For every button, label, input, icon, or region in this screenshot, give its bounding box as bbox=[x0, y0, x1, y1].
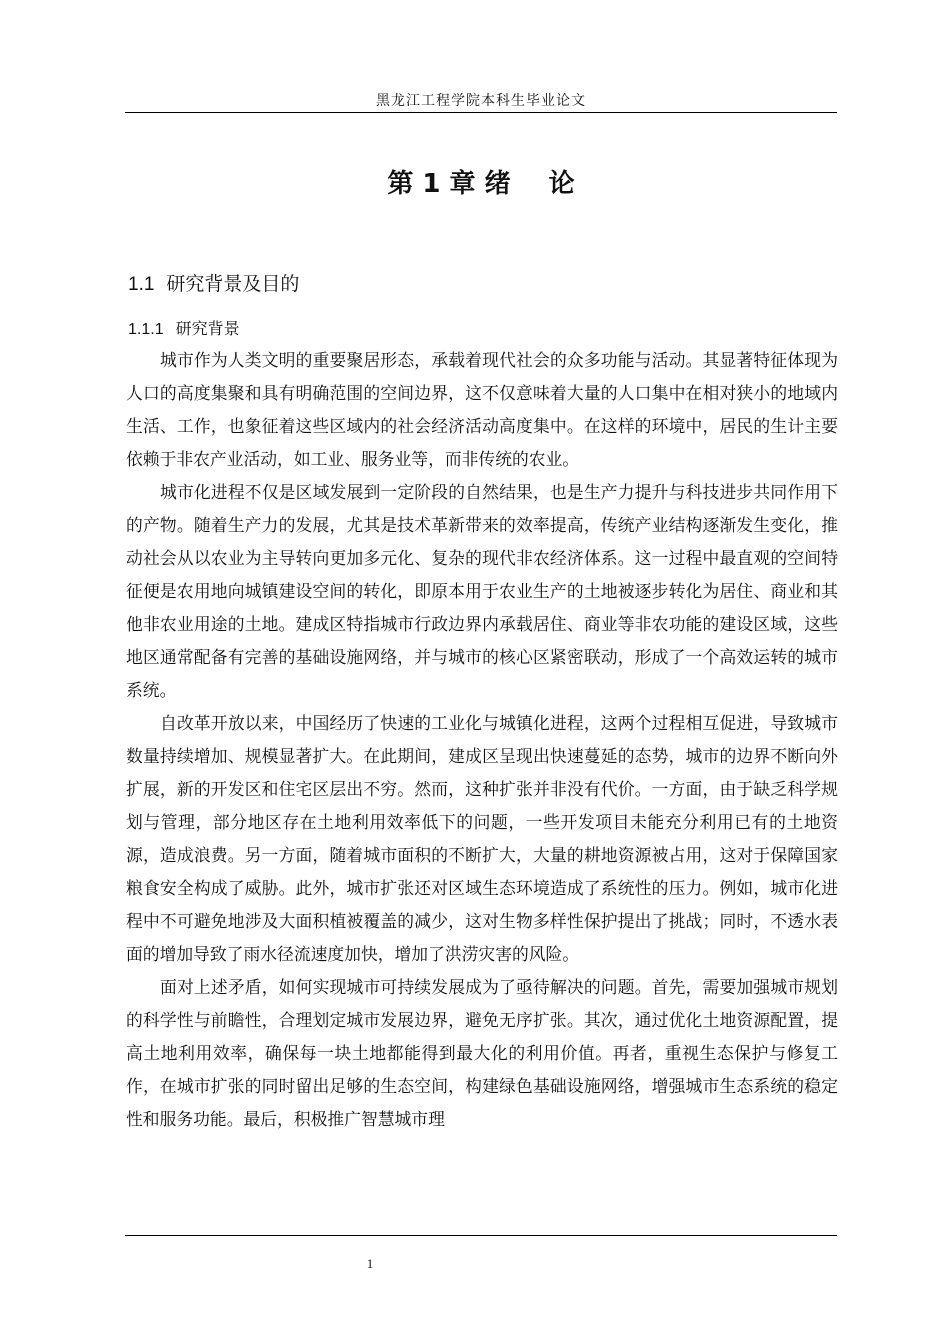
subsection-number: 1.1.1 bbox=[128, 321, 164, 338]
paragraph: 面对上述矛盾，如何实现城市可持续发展成为了亟待解决的问题。首先，需要加强城市规划的科学性与前瞻性，合理划定城市发展边界，避免无序扩张。其次，通过优化土地资源配置，提高土地利用效率，确保每一块土地都能得到最大化的利用价值。再者，重视生态保护与修复工作，在城市扩张的同时留出足够的生态空间，构建绿色基础设施网络，增强城市生态系统的稳定性和服务功能。最后，积极推广智慧城市理 bbox=[126, 977, 838, 1129]
paragraph: 自改革开放以来，中国经历了快速的工业化与城镇化进程，这两个过程相互促进，导致城市数量持续增加、规模显著扩大。在此期间，建成区呈现出快速蔓延的态势，城市的边界不断向外扩展，新的开发区和住宅区层出不穷。然而，这种扩张并非没有代价。一方面，由于缺乏科学规划与管理，部分地区存在土地利用效率低下的问题，一些开发项目未能充分利用已有的土地资源，造成浪费。另一方面，随着城市面积的不断扩大，大量的耕地资源被占用，这对于保障国家粮食安全构成了威胁。此外，城市扩张还对区域生态环境造成了系统性的压力。例如，城市化进程中不可避免地涉及大面积植被覆盖的减少，这对生物多样性保护提出了挑战；同时，不透水表面的增加导致了雨水径流速度加快，增加了洪涝灾害的风险。 bbox=[126, 713, 838, 964]
subsection-heading bbox=[128, 318, 240, 341]
chapter-title bbox=[125, 166, 837, 202]
footer-rule bbox=[125, 1235, 837, 1236]
paragraph: 城市化进程不仅是区域发展到一定阶段的自然结果，也是生产力提升与科技进步共同作用下的产物。随着生产力的发展，尤其是技术革新带来的效率提高，传统产业结构逐渐发生变化，推动社会从以农业为主导转向更加多元化、复杂的现代非农经济体系。这一过程中最直观的空间特征便是农用地向城镇建设空间的转化，即原本用于农业生产的土地被逐步转化为居住、商业和其他非农业用途的土地。建成区特指城市行政边界内承载居住、商业等非农功能的建设区域，这些地区通常配备有完善的基础设施网络，并与城市的核心区紧密联动，形成了一个高效运转的城市系统。 bbox=[126, 482, 838, 700]
chapter-label: 第 1 章 绪 bbox=[387, 169, 511, 199]
section-title: 研究背景及目的 bbox=[166, 273, 300, 295]
chapter-label-end: 论 bbox=[548, 169, 575, 199]
running-header: 黑龙江工程学院本科生毕业论文 bbox=[376, 93, 586, 109]
paragraph: 城市作为人类文明的重要聚居形态，承载着现代社会的众多功能与活动。其显著特征体现为人口的高度集聚和具有明确范围的空间边界，这不仅意味着大量的人口集中在相对狭小的地域内生活、工作，也象征着这些区域内的社会经济活动高度集中。在这样的环境中，居民的生计主要依赖于非农产业活动，如工业、服务业等，而非传统的农业。 bbox=[126, 350, 838, 469]
subsection-title: 研究背景 bbox=[175, 319, 240, 338]
header-rule bbox=[125, 112, 837, 113]
section-number: 1.1 bbox=[128, 274, 155, 295]
page-number: 1 bbox=[366, 1256, 374, 1271]
section-heading bbox=[128, 271, 299, 298]
body-text bbox=[126, 344, 838, 1136]
